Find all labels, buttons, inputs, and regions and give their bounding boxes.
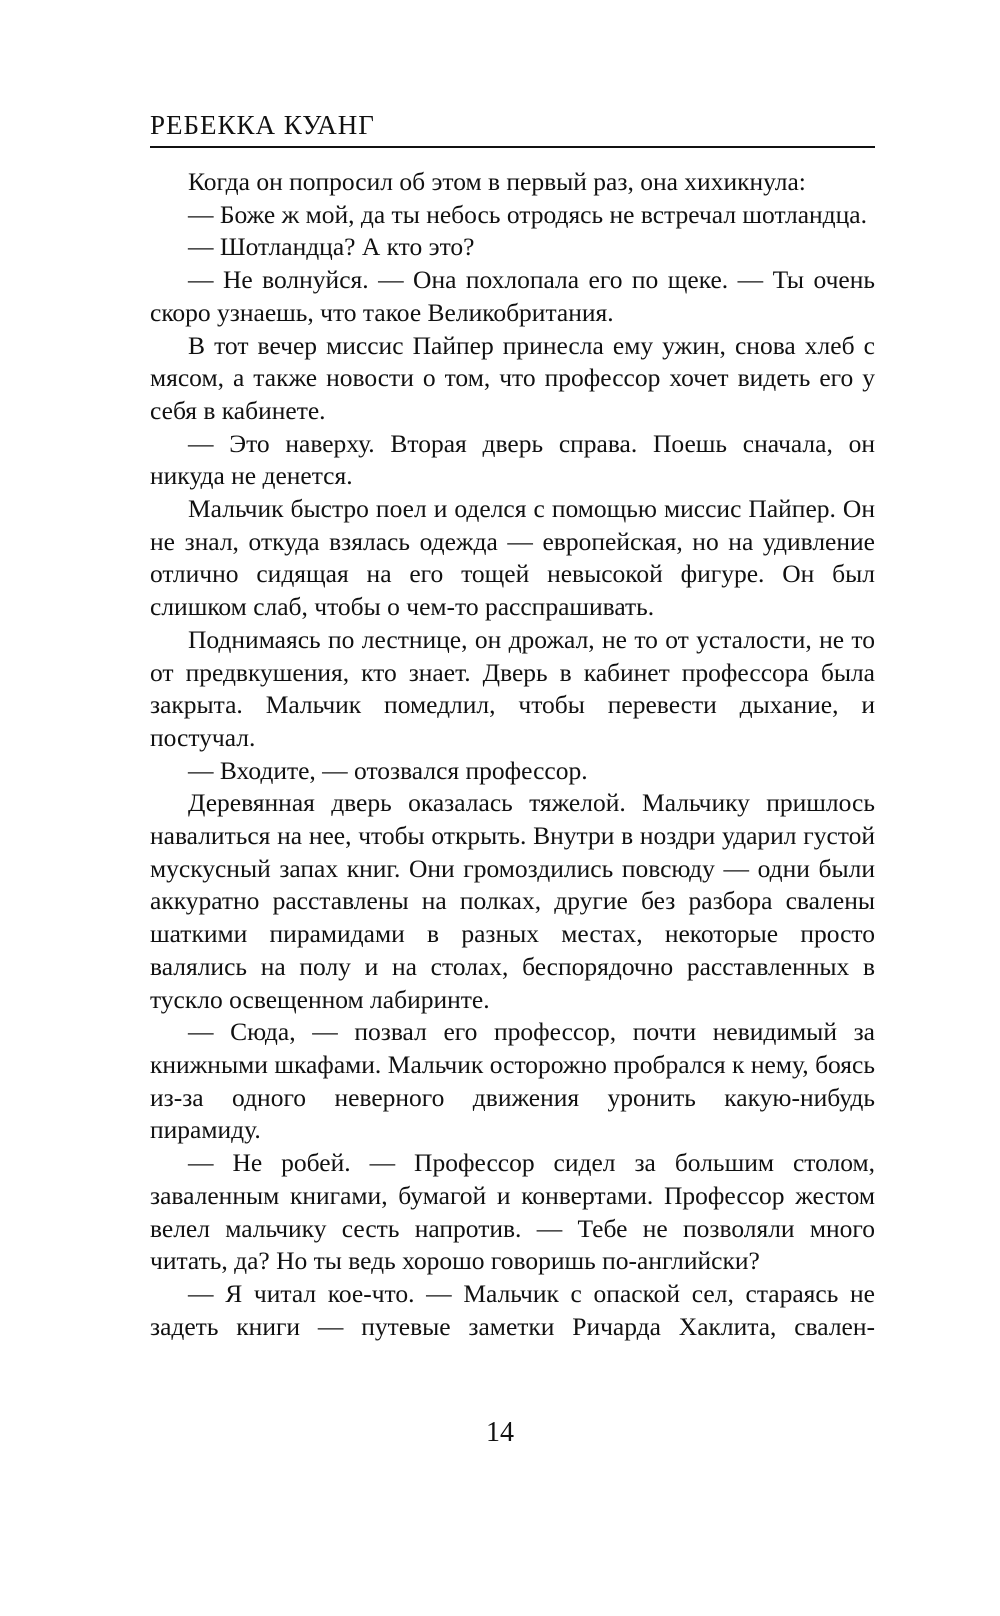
paragraph: Деревянная дверь оказалась тяжелой. Мальчику пришлось навалиться на нее, чтобы открыть. Внутри в ноздри ударил густой мускусный запах книг. Они громоздились повсюду — одни были аккуратно расставлены на полках, другие без разбора свалены шаткими пирамидами в разных местах, некоторые просто валялись на полу и на столах, беспорядочно расставленных в тускло освещенном лабиринте. [150, 788, 875, 1014]
paragraph: — Сюда, — позвал его профессор, почти невидимый за книжными шкафами. Мальчик осторожно пробрался к нему, боясь из-за одного неверного движения уронить какую-нибудь пирамиду. [150, 1017, 875, 1145]
paragraph: — Не волнуйся. — Она похлопала его по щеке. — Ты очень скоро узнаешь, что такое Великобритания. [150, 265, 875, 327]
paragraph: — Шотландца? А кто это? [188, 232, 475, 262]
book-page [150, 108, 875, 1343]
running-head-author: РЕБЕККА КУАНГ [150, 108, 875, 148]
paragraph: Мальчик быстро поел и оделся с помощью миссис Пайпер. Он не знал, откуда взялась одежда — европейская, но на удивление отлично сидящая на его тощей невысокой фигуре. Он был слишком слаб, чтобы о чем-то расспрашивать. [150, 494, 875, 622]
paragraph: В тот вечер миссис Пайпер принесла ему ужин, снова хлеб с мясом, а также новости о том, что профессор хочет видеть его у себя в кабинете. [150, 330, 875, 425]
paragraph: — Это наверху. Вторая дверь справа. Поешь сначала, он никуда не денется. [150, 428, 875, 491]
paragraph: — Не робей. — Профессор сидел за большим столом, заваленным книгами, бумагой и конвертами. Профессор жестом велел мальчику сесть напротив. — Тебе не позволяли много читать, да? Но ты ведь хорошо говоришь по-английски? [150, 1148, 875, 1276]
paragraph: Когда он попросил об этом в первый раз, она хихикнула: [188, 167, 806, 196]
paragraph: — Входите, — отозвался профессор. [188, 755, 588, 785]
body-text [150, 166, 875, 1343]
paragraph: Поднимаясь по лестнице, он дрожал, не то от усталости, не то от предвкушения, кто знает. Дверь в кабинет профессора была закрыта. Мальчик помедлил, чтобы перевести дыхание, и постучал. [150, 624, 875, 752]
paragraph: — Я читал кое-что. — Мальчик с опаской сел, стараясь не задеть книги — путевые заметки Ричарда Хаклита, свален- [150, 1278, 875, 1341]
page-number: 14 [486, 1417, 514, 1448]
paragraph: — Боже ж мой, да ты небось отродясь не встречал шотландца. [188, 199, 867, 229]
